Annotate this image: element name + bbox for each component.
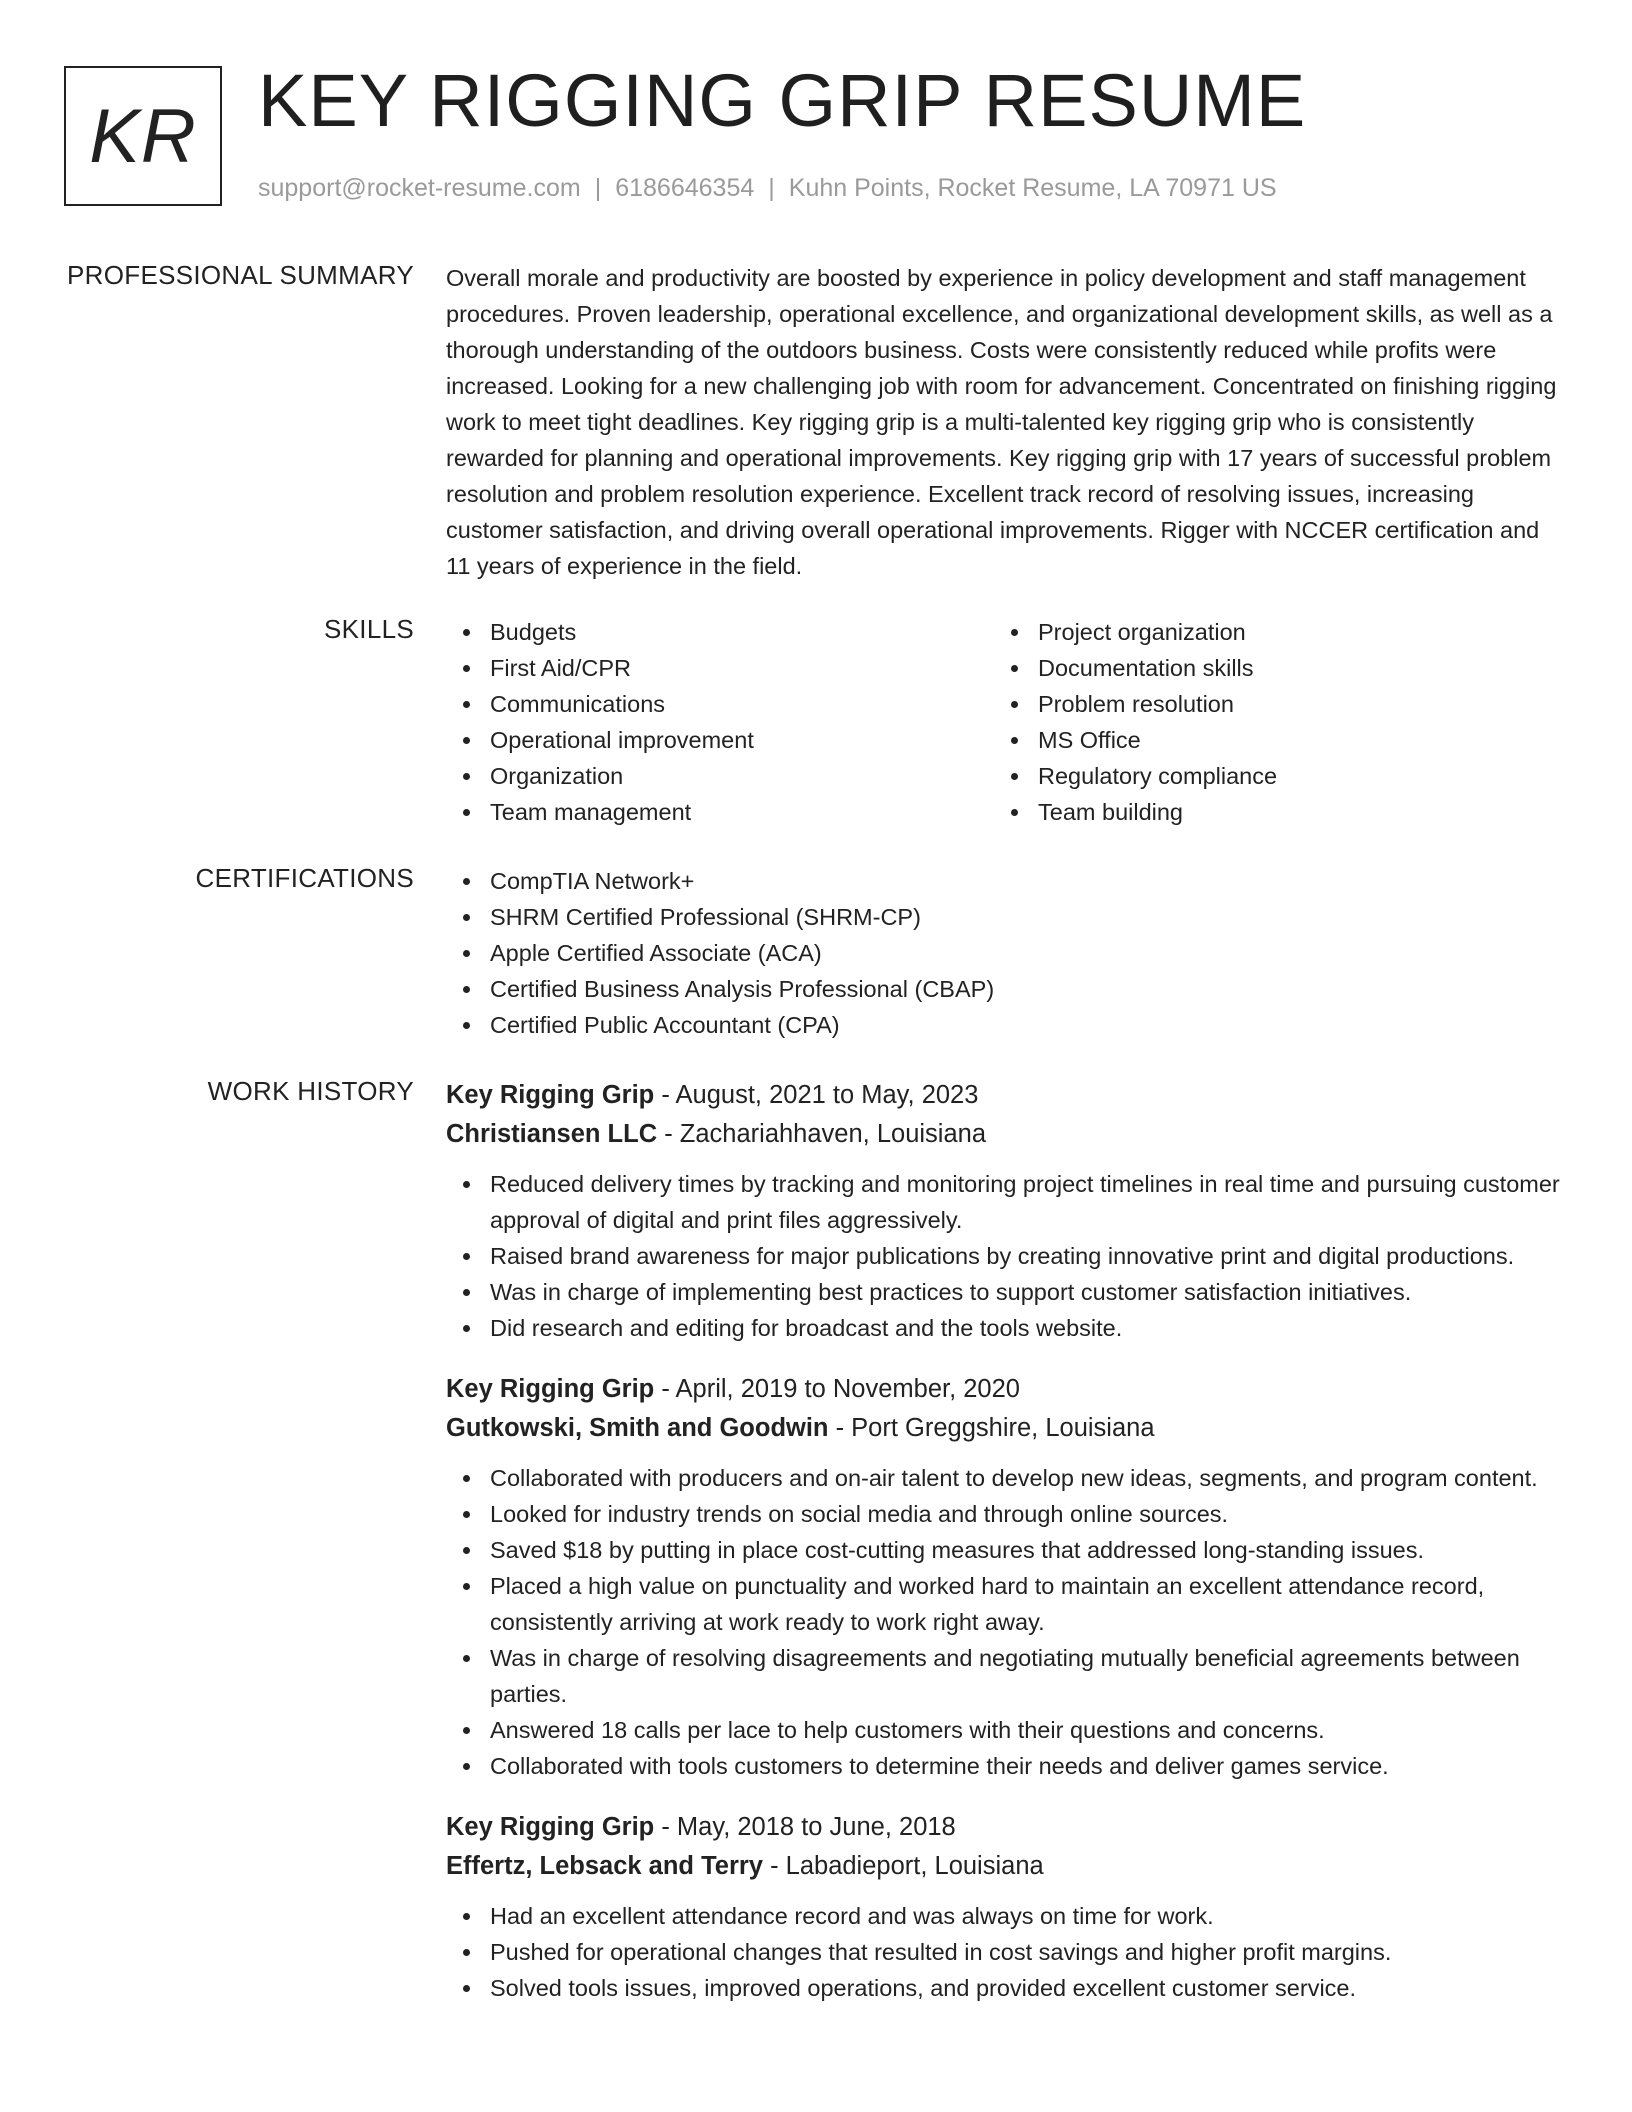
job-title-line [446, 1076, 1566, 1115]
job-location: - Labadieport, Louisiana [762, 1852, 1044, 1880]
list-item: First Aid/CPR [446, 650, 994, 686]
job-bullets [446, 1898, 1566, 2006]
job-bullets [446, 1460, 1566, 1784]
list-item: Pushed for operational changes that resulted in cost savings and higher profit margins. [446, 1934, 1566, 1970]
skills-list-right [994, 614, 1542, 830]
monogram-badge: KR [64, 66, 222, 206]
section-label-certifications: CERTIFICATIONS [195, 863, 414, 893]
list-item: Answered 18 calls per lace to help customers with their questions and concerns. [446, 1712, 1566, 1748]
job-company: Gutkowski, Smith and Goodwin [446, 1414, 829, 1442]
list-item: Was in charge of implementing best practices to support customer satisfaction initiatives. [446, 1274, 1566, 1310]
list-item: Team management [446, 794, 994, 830]
job-location: - Zachariahhaven, Louisiana [657, 1120, 986, 1148]
resume-header [64, 59, 1584, 216]
job-title: Key Rigging Grip [446, 1813, 655, 1841]
list-item: Did research and editing for broadcast and the tools website. [446, 1310, 1566, 1346]
list-item: Organization [446, 758, 994, 794]
contact-separator: | [594, 174, 602, 202]
list-item: Documentation skills [994, 650, 1542, 686]
list-item: Reduced delivery times by tracking and monitoring project timelines in real time and pursuing customer approval of digital and print files aggressively. [446, 1166, 1566, 1238]
list-item: Regulatory compliance [994, 758, 1542, 794]
list-item: Certified Public Accountant (CPA) [446, 1007, 1566, 1043]
job-entry [446, 1370, 1566, 1784]
job-company: Effertz, Lebsack and Terry [446, 1852, 763, 1880]
skills-list-left [446, 614, 994, 830]
job-entry [446, 1076, 1566, 1346]
job-title: Key Rigging Grip [446, 1375, 655, 1403]
list-item: Budgets [446, 614, 994, 650]
list-item: Problem resolution [994, 686, 1542, 722]
list-item: Team building [994, 794, 1542, 830]
job-title-line [446, 1370, 1566, 1409]
contact-address: Kuhn Points, Rocket Resume, LA 70971 US [788, 174, 1277, 202]
list-item: Project organization [994, 614, 1542, 650]
contact-separator: | [768, 174, 775, 202]
job-entry [446, 1808, 1566, 2006]
list-item: Placed a high value on punctuality and worked hard to maintain an excellent attendance record, consistently arriving at work ready to work right away. [446, 1568, 1566, 1640]
list-item: Communications [446, 686, 994, 722]
list-item: MS Office [994, 722, 1542, 758]
section-label-skills: SKILLS [324, 614, 414, 644]
list-item: CompTIA Network+ [446, 863, 1566, 899]
job-dates: - May, 2018 to June, 2018 [654, 1813, 956, 1841]
summary-text: Overall morale and productivity are boosted by experience in policy development and staff management procedures. Proven leadership, operational excellence, and organizational development skills, as well as a thorough understanding of the outdoors business. Costs were consistently reduced while profits were increased. Looking for a new challenging job with room for advancement. Concentrated on finishing rigging work to meet tight deadlines. Key rigging grip is a multi-talented key rigging grip who is consistently rewarded for planning and operational improvements. Key rigging grip with 17 years of successful problem resolution and problem resolution experience. Excellent track record of resolving issues, increasing customer satisfaction, and driving overall operational improvements. Rigger with NCCER certification and 11 years of experience in the field. [446, 265, 1557, 579]
contact-phone[interactable]: 6186646354 [615, 174, 755, 202]
section-label-summary: PROFESSIONAL SUMMARY [67, 260, 414, 290]
list-item: Had an excellent attendance record and was always on time for work. [446, 1898, 1566, 1934]
job-company-line [446, 1847, 1566, 1886]
job-title: Key Rigging Grip [446, 1081, 655, 1109]
list-item: Apple Certified Associate (ACA) [446, 935, 1566, 971]
job-title-line [446, 1808, 1566, 1847]
job-dates: - August, 2021 to May, 2023 [654, 1081, 979, 1109]
job-bullets [446, 1166, 1566, 1346]
job-company: Christiansen LLC [446, 1120, 658, 1148]
page-title: KEY RIGGING GRIP RESUME [258, 59, 1307, 142]
job-location: - Port Greggshire, Louisiana [828, 1414, 1155, 1442]
list-item: Solved tools issues, improved operations, and provided excellent customer service. [446, 1970, 1566, 2006]
list-item: Saved $18 by putting in place cost-cutting measures that addressed long-standing issues. [446, 1532, 1566, 1568]
section-label-work-history: WORK HISTORY [207, 1076, 414, 1106]
list-item: Looked for industry trends on social media and through online sources. [446, 1496, 1566, 1532]
certifications-list [446, 863, 1566, 1043]
contact-line [258, 174, 1277, 203]
contact-email[interactable]: support@rocket-resume.com [258, 174, 581, 202]
job-dates: - April, 2019 to November, 2020 [654, 1375, 1020, 1403]
skills-grid [446, 614, 1566, 830]
list-item: SHRM Certified Professional (SHRM-CP) [446, 899, 1566, 935]
job-company-line [446, 1115, 1566, 1154]
list-item: Collaborated with producers and on-air talent to develop new ideas, segments, and program content. [446, 1460, 1566, 1496]
list-item: Certified Business Analysis Professional (CBAP) [446, 971, 1566, 1007]
list-item: Was in charge of resolving disagreements and negotiating mutually beneficial agreements between parties. [446, 1640, 1566, 1712]
list-item: Operational improvement [446, 722, 994, 758]
list-item: Collaborated with tools customers to determine their needs and deliver games service. [446, 1748, 1566, 1784]
list-item: Raised brand awareness for major publications by creating innovative print and digital productions. [446, 1238, 1566, 1274]
job-company-line [446, 1409, 1566, 1448]
